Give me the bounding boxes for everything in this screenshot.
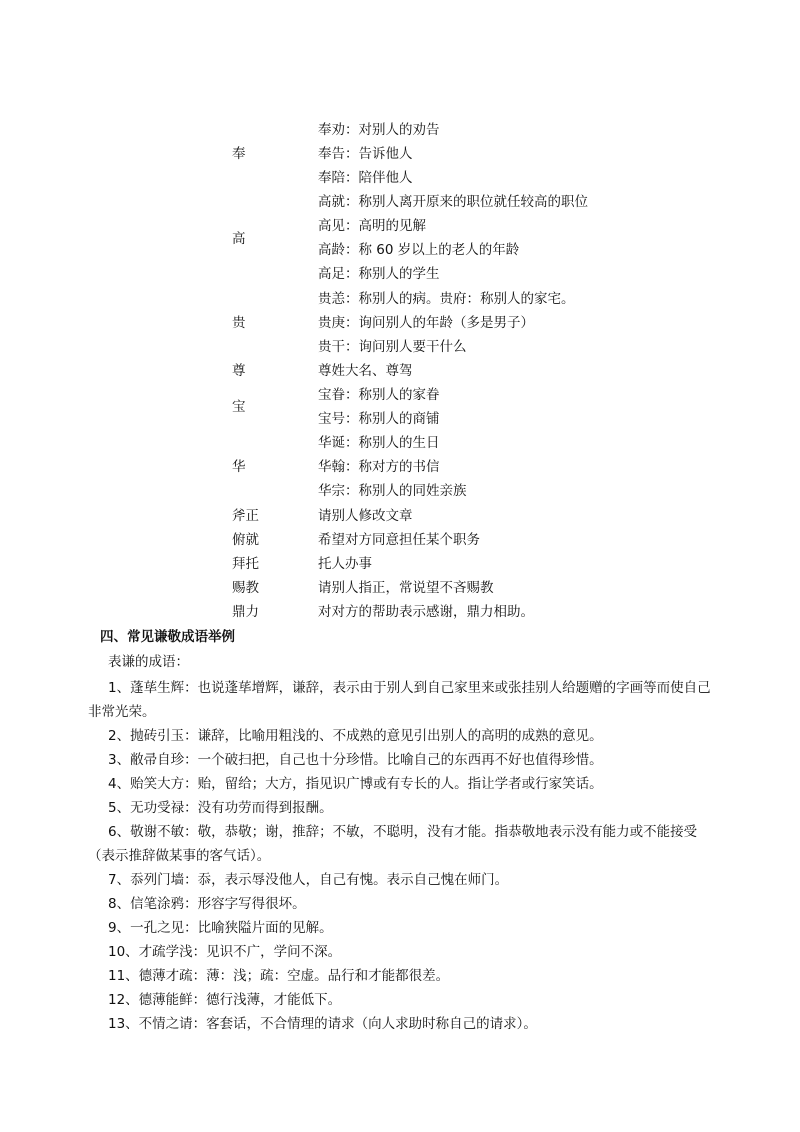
table-definition: 高足：称别人的学生: [318, 266, 440, 282]
section-heading: 四、常见谦敬成语举例: [100, 629, 235, 645]
list-item: 5、无功受禄：没有功劳而得到报酬。: [108, 800, 333, 816]
table-term: 贵: [232, 315, 246, 331]
list-item: 11、德薄才疏：薄：浅；疏：空虚。品行和才能都很差。: [108, 968, 450, 984]
list-item: 12、德薄能鲜：德行浅薄，才能低下。: [108, 992, 342, 1008]
table-definition: 高龄：称 60 岁以上的老人的年龄: [318, 242, 520, 258]
table-term: 赐教: [232, 580, 259, 596]
table-term: 华: [232, 459, 246, 475]
table-term: 奉: [232, 146, 246, 162]
table-definition: 贵恙：称别人的病。贵府：称别人的家宅。: [318, 291, 575, 307]
table-definition: 请别人修改文章: [318, 508, 413, 524]
list-item: 9、一孔之见：比喻狭隘片面的见解。: [108, 920, 333, 936]
list-item: 1、蓬荜生辉：也说蓬荜增辉，谦辞，表示由于别人到自己家里来或张挂别人给题赠的字画等而使自己非常光荣。: [88, 680, 711, 720]
table-definition: 华翰：称对方的书信: [318, 459, 440, 475]
section-intro: 表谦的成语：: [108, 654, 189, 670]
table-term: 高: [232, 231, 246, 247]
table-term: 宝: [232, 399, 246, 415]
table-definition: 请别人指正，常说望不吝赐教: [318, 580, 494, 596]
list-item: 8、信笔涂鸦：形容字写得很坏。: [108, 896, 306, 912]
table-definition: 奉陪：陪伴他人: [318, 170, 413, 186]
table-term: 拜托: [232, 556, 259, 572]
table-definition: 宝眷：称别人的家眷: [318, 387, 440, 403]
table-definition: 贵庚：询问别人的年龄（多是男子）: [318, 315, 534, 331]
list-item: 2、抛砖引玉：谦辞，比喻用粗浅的、不成熟的意见引出别人的高明的成熟的意见。: [108, 728, 603, 744]
list-item: 10、才疏学浅：见识不广，学问不深。: [108, 944, 342, 960]
list-item: 7、忝列门墙：忝，表示辱没他人，自己有愧。表示自己愧在师门。: [108, 872, 509, 888]
table-definition: 贵干：询问别人要干什么: [318, 339, 467, 355]
list-item: 6、敬谢不敏：敬，恭敬；谢，推辞；不敏，不聪明，没有才能。指恭敬地表示没有能力或不能接受（表示推辞做某事的客气话）。: [88, 824, 698, 864]
table-definition: 托人办事: [318, 556, 372, 572]
list-item: 3、敝帚自珍：一个破扫把，自己也十分珍惜。比喻自己的东西再不好也值得珍惜。: [108, 752, 603, 768]
table-definition: 宝号：称别人的商铺: [318, 411, 440, 427]
table-definition: 奉劝：对别人的劝告: [318, 122, 440, 138]
table-definition: 希望对方同意担任某个职务: [318, 532, 480, 548]
table-term: 俯就: [232, 532, 259, 548]
table-term: 斧正: [232, 508, 259, 524]
list-item: 4、贻笑大方：贻，留给；大方，指见识广博或有专长的人。指让学者或行家笑话。: [108, 776, 603, 792]
table-definition: 华宗：称别人的同姓亲族: [318, 483, 467, 499]
table-term: 尊: [232, 363, 246, 379]
table-definition: 高见：高明的见解: [318, 218, 426, 234]
table-definition: 对对方的帮助表示感谢，鼎力相助。: [318, 604, 534, 620]
table-term: 鼎力: [232, 604, 259, 620]
table-definition: 华诞：称别人的生日: [318, 435, 440, 451]
table-definition: 高就：称别人离开原来的职位就任较高的职位: [318, 194, 588, 210]
list-item: 13、不情之请：客套话，不合情理的请求（向人求助时称自己的请求）。: [108, 1016, 537, 1032]
table-definition: 尊姓大名、尊驾: [318, 363, 413, 379]
table-definition: 奉告：告诉他人: [318, 146, 413, 162]
